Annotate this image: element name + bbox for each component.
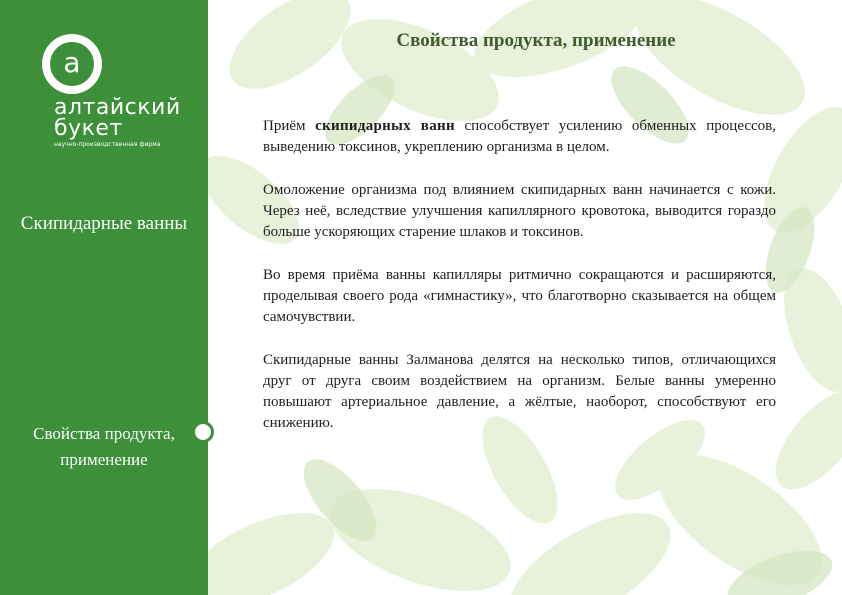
section-marker-icon (192, 421, 214, 443)
logo-tagline: научно-производственная фирма (54, 141, 161, 148)
sidebar (0, 0, 208, 595)
sidebar-topic-label: Скипидарные ванны (20, 213, 188, 234)
paragraph-2: Омоложение организма под влиянием скипидарных ванн начинается с кожи. Через неё, вследствие улучшения капиллярного кровотока, выводится гораздо больше ускоряющих старение шлаков и токсинов. (263, 182, 776, 240)
paragraph-1-emphasis: скипидарных ванн (315, 118, 455, 134)
paragraph-1-lead: Приём (263, 118, 316, 134)
svg-text:a: a (63, 46, 81, 79)
paragraph-3: Во время приёма ванны капилляры ритмично сокращаются и расширяются, проделывая своего рода «гимнастику», что благотворно сказывается на общем самочувствии. (263, 267, 776, 325)
paragraph-1-rest: способствует усилению обменных процессов, выведению токсинов, укреплению организма в целом. (263, 118, 776, 155)
logo-badge (42, 34, 102, 94)
company-logo (42, 34, 182, 146)
logo-name-line2: букет (54, 116, 123, 141)
paragraph-1 (263, 116, 776, 158)
logo-emblem-icon (42, 34, 102, 94)
content-body (263, 116, 776, 456)
logo-name-line1: алтайский (54, 95, 181, 120)
page-title: Свойства продукта, применение (396, 30, 676, 51)
logo-wordmark (54, 97, 181, 139)
paragraph-4: Скипидарные ванны Залманова делятся на несколько типов, отличающихся друг от друга своим воздействием на организм. Белые ванны умеренно повышают артериальное давление, а жёлтые, наоборот, способствуют его снижению. (263, 352, 776, 431)
sidebar-section-label: Свойства продукта, применение (33, 424, 175, 469)
